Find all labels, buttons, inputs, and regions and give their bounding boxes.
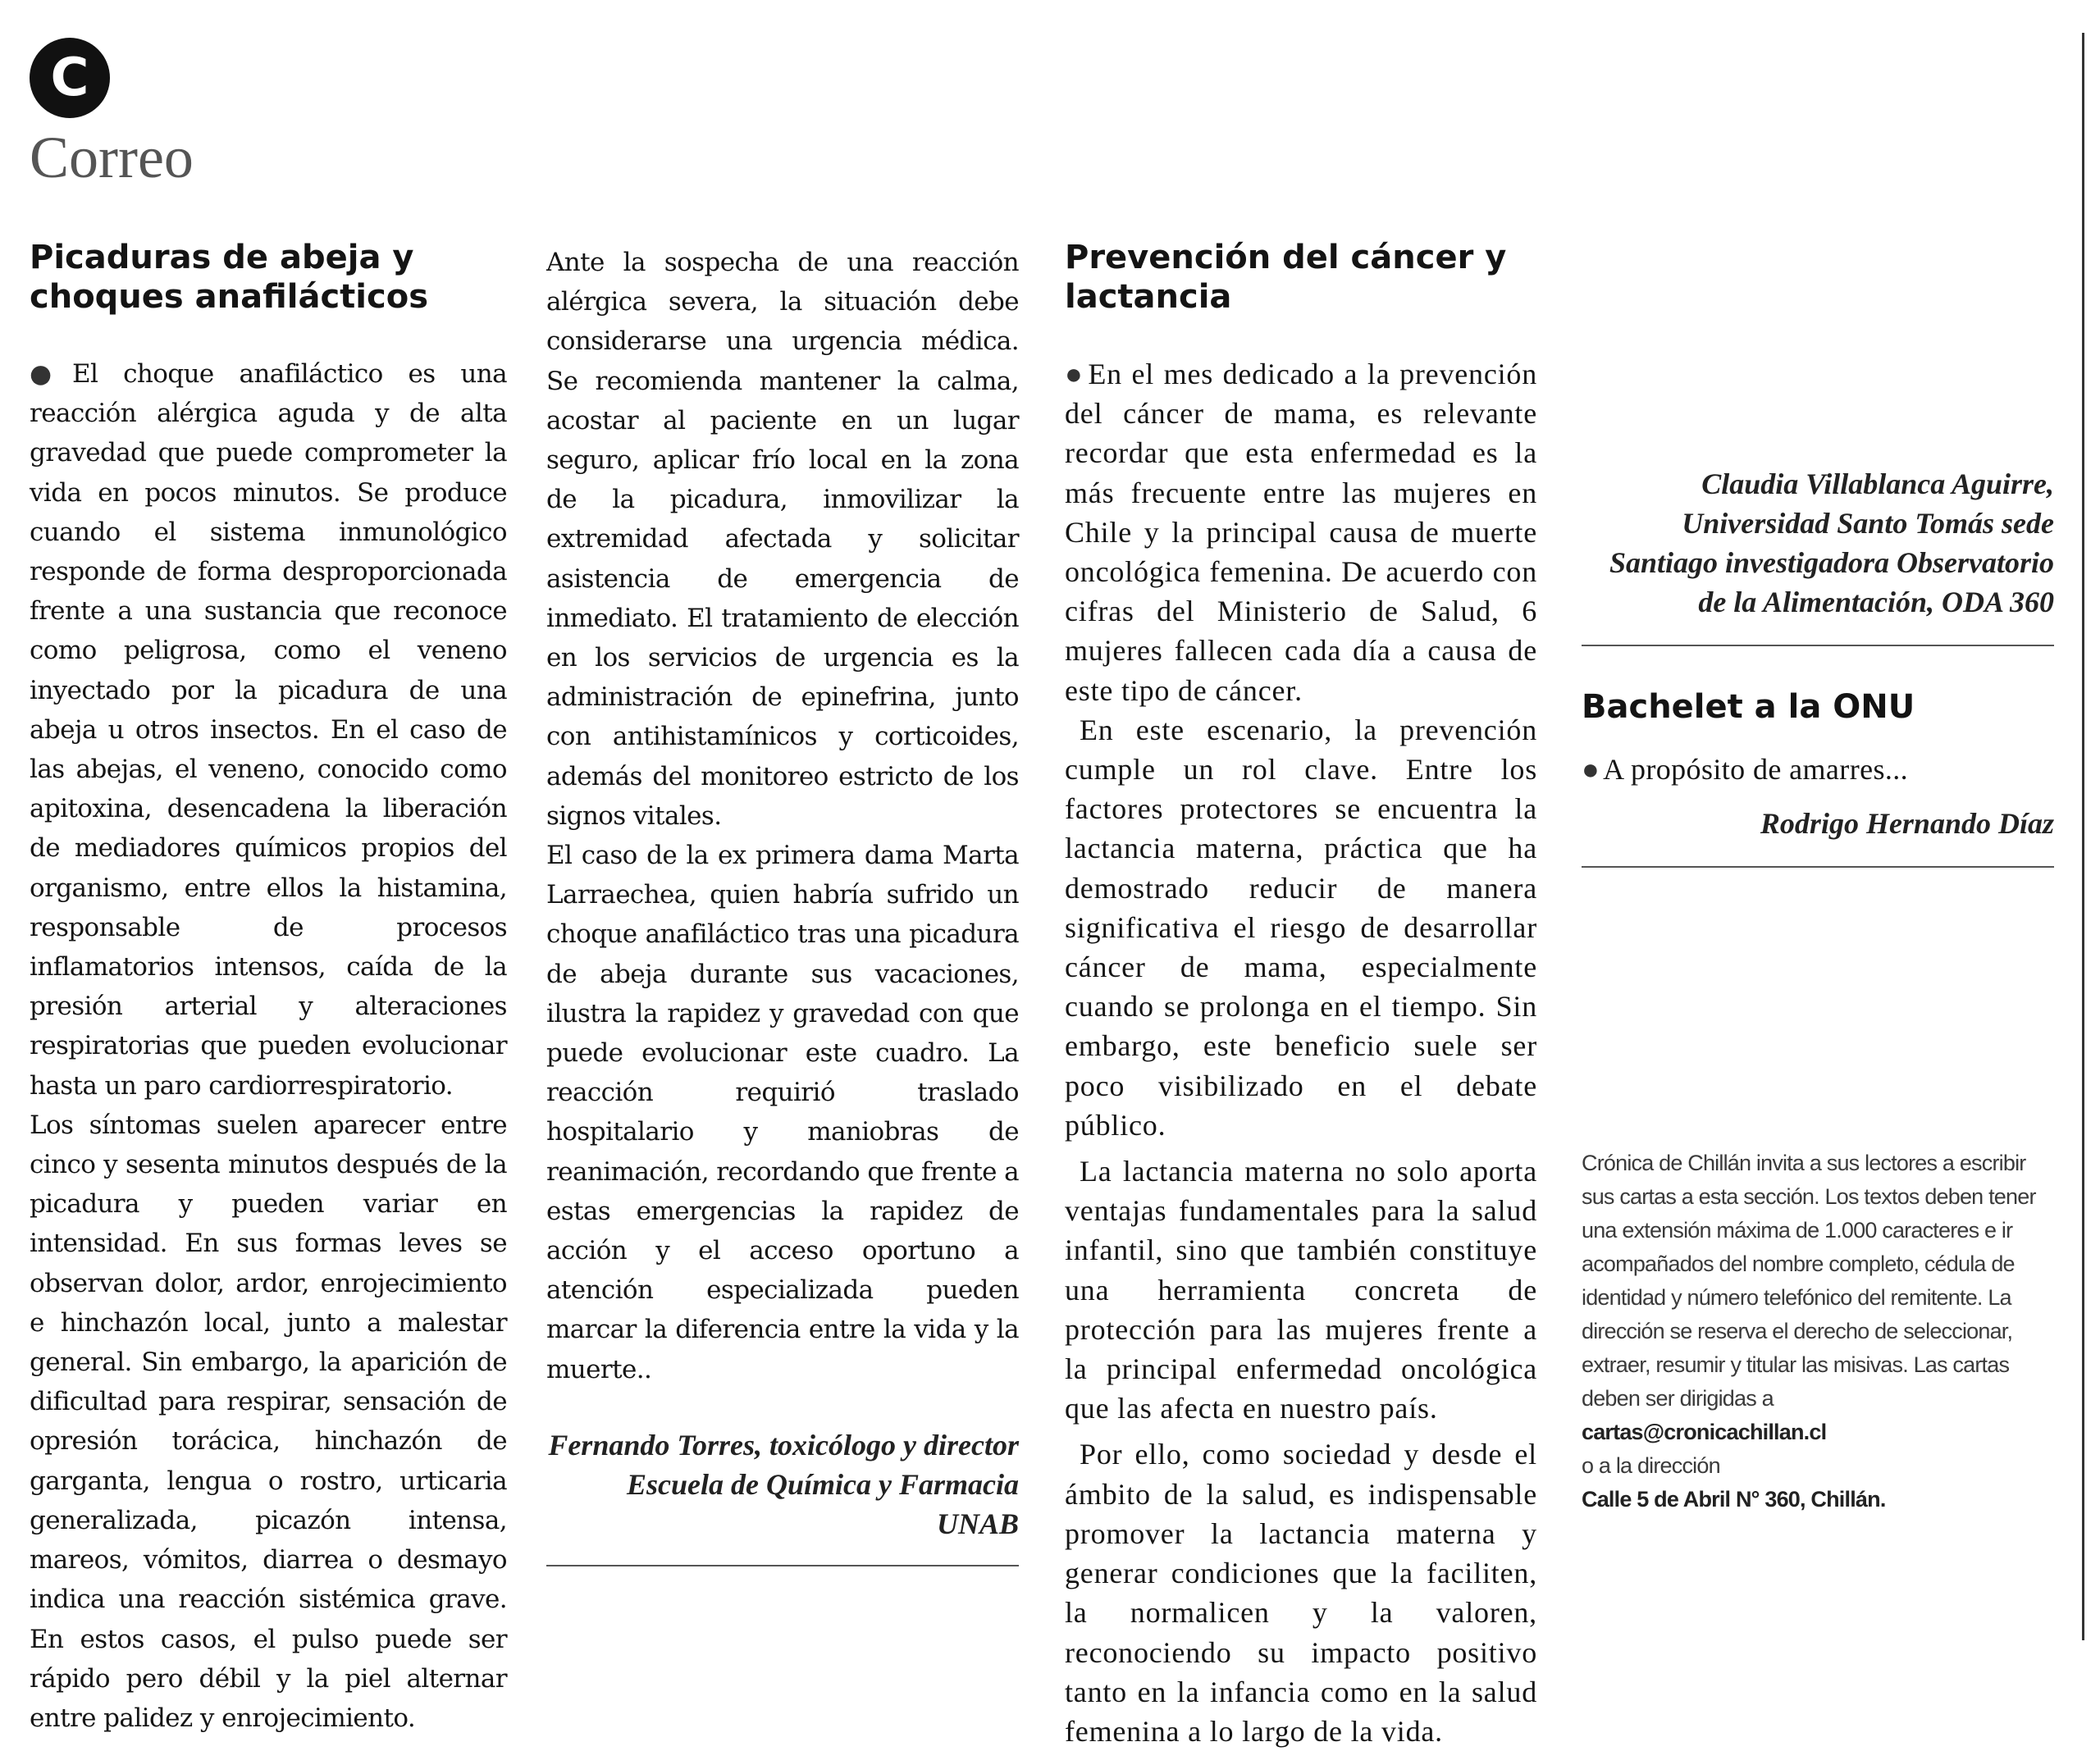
letter-paragraph: Ante la sospecha de una reacción alérgica severa, la situación debe considerarse una urgencia médica. Se recomienda mantener la calma, acostar al paciente en un lugar seguro, aplicar frío local en la zona de la picadura, inmovilizar la extremidad afectada y solicitar asistencia de emergencia de inmediato. El tratamiento de elección en los servicios de urgencia es la administración de epinefrina, junto con antihistamínicos y corticoides, además del monitoreo estricto de los signos vitales. [546,248,1019,831]
divider [1582,866,2054,868]
section-logo: C [30,38,110,118]
divider [1582,645,2054,646]
letter-signature: Fernando Torres, toxicólogo y director Escuela de Química y Farmacia UNAB [548,1428,1019,1540]
divider [546,1565,1019,1566]
letter-signature: Rodrigo Hernando Díaz [1760,807,2054,841]
bullet-icon: ● [30,359,69,389]
letter-paragraph: En este escenario, la prevención cumple un rol clave. Entre los factores protectores se encuentra la lactancia materna, práctica que ha demostrado reducir de manera significativa el riesgo de desarrollar cáncer de mama, especialmente cuando se prolonga en el tiempo. Sin embargo, este beneficio suele ser poco visibilizado en el debate público. [1065,713,1537,1142]
letter-paragraph: Los síntomas suelen aparecer entre cinco y sesenta minutos después de la picadura y pueden variar en intensidad. En sus formas leves se observan dolor, ardor, enrojecimiento e hinchazón local, junto a malestar general. Sin embargo, la aparición de dificultad para respirar, sensación de opresión torácica, hinchazón de garganta, lengua o rostro, urticaria generalizada, picazón intensa, mareos, vómitos, diarrea o desmayo indica una reacción sistémica grave. En estos casos, el pulso puede ser rápido pero débil y la piel alternar entre palidez y enrojecimiento. [30,1110,507,1733]
letter-paragraph: ● A propósito de amarres... [1582,753,1909,786]
column-1 [30,238,507,1738]
letter-paragraph: ● En el mes dedicado a la prevención del cáncer de mama, es relevante recordar que esta enfermedad es la más frecuente entre las mujeres en Chile y la principal causa de muerte oncológica femenina. De acuerdo con cifras del Ministerio de Salud, 6 mujeres fallecen cada día a causa de este tipo de cáncer. [1065,358,1537,707]
letter-paragraph: Por ello, como sociedad y desde el ámbito de la salud, es indispensable promover la lactancia materna y generar condiciones que la faciliten, la normalicen y la valoren, reconociendo su impacto positivo tanto en la infancia como en la salud femenina a lo largo de la vida. [1065,1438,1537,1748]
notice-email: cartas@cronicachillan.cl [1582,1420,1827,1445]
page-edge-rule [2082,33,2084,1640]
letter-title-bachelet: Bachelet a la ONU [1582,688,1915,726]
letter-paragraph: ● El choque anafiláctico es una reacción alérgica aguda y de alta gravedad que puede comprometer la vida en pocos minutos. Se produce cuando el sistema inmunológico responde de forma desproporcionada frente a una sustancia que reconoce como peligrosa, como el veneno inyectado por la picadura de una abeja u otros insectos. En el caso de las abejas, el veneno, conocido como apitoxina, desencadena la liberación de mediadores químicos propios del organismo, entre ellos la histamina, responsable de procesos inflamatorios intensos, caída de la presión arterial y alteraciones respiratorias que pueden evolucionar hasta un paro cardiorrespiratorio. [30,359,507,1101]
letter-title-cancer-prevention: Prevención del cáncer y lactancia [1065,239,1507,316]
column-4 [1582,243,2054,1516]
notice-address: Calle 5 de Abril N° 360, Chillán. [1582,1487,1886,1512]
section-title: Correo [30,125,194,190]
notice-text: Crónica de Chillán invita a sus lectores a escribir sus cartas a esta sección. Los textos deben tener una extensión máxima de 1.000 caracteres e ir acompañados del nombre completo, cédula de identidad y número telefónico del remitente. La dirección se reserva el derecho de seleccionar, extraer, resumir y titular las misivas. Las cartas deben ser dirigidas a [1582,1151,2036,1411]
letter-paragraph: El caso de la ex primera dama Marta Larraechea, quien habría sufrido un choque anafiláctico tras una picadura de abeja durante sus vacaciones, ilustra la rapidez y gravedad con que puede evolucionar este cuadro. La reacción requirió traslado hospitalario y maniobras de reanimación, recordando que frente a estas emergencias la rapidez de acción y el acceso oportuno a atención especializada pueden marcar la diferencia entre la vida y la muerte.. [546,841,1019,1384]
letter-signature: Claudia Villablanca Aguirre, Universidad Santo Tomás sede Santiago investigadora Observatorio de la Alimentación, ODA 360 [1609,467,2054,618]
letter-paragraph: La lactancia materna no solo aporta ventajas fundamentales para la salud infantil, sino que también constituye una herramienta concreta de protección para las mujeres frente a la principal enfermedad oncológica que las afecta en nuestro país. [1065,1155,1537,1425]
column-2 [546,243,1019,1566]
letter-title-bee-stings: Picaduras de abeja y choques anafilácticos [30,239,428,316]
submission-notice [1582,1147,2054,1516]
bullet-icon: ● [1065,358,1085,390]
notice-or: o a la dirección [1582,1453,1720,1479]
column-3 [1065,238,1537,1751]
bullet-icon: ● [1582,753,1600,786]
